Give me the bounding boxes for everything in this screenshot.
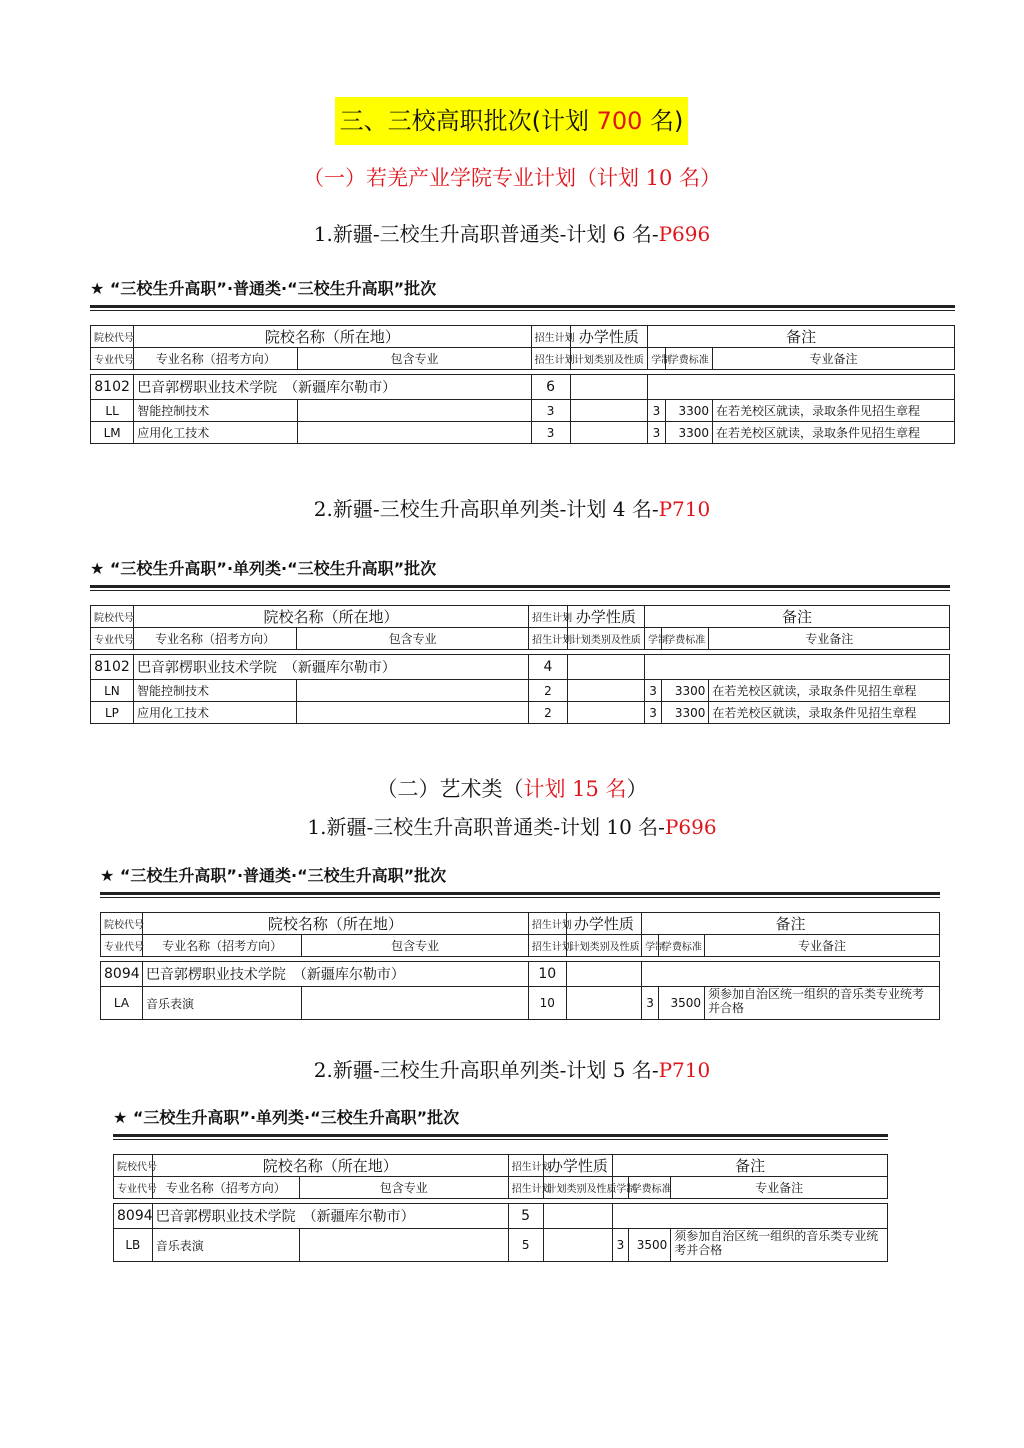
divider: [113, 1134, 888, 1140]
institution-row: [114, 1204, 888, 1229]
institution-plan: 5: [508, 1204, 543, 1229]
table: [100, 912, 940, 1020]
header-cell: 招生计划: [508, 1155, 543, 1177]
subsection-heading-2: （二）艺术类（计划 15 名）: [376, 777, 648, 801]
header-cell: 包含专业: [302, 935, 529, 957]
subheading: 2.新疆-三校生升高职单列类-计划 4 名-P710: [313, 497, 711, 521]
major-note: 在若羌校区就读，录取条件见招生章程: [709, 702, 950, 724]
header-cell: 院校代号: [101, 913, 143, 935]
table-row: [91, 422, 955, 444]
header-cell: 计划类别及性质: [570, 348, 648, 370]
major-name: 应用化工技术: [133, 702, 296, 724]
header-cell: 学制: [613, 1177, 628, 1199]
table-caption: ★ “三校生升高职”·普通类·“三校生升高职”批次: [100, 866, 447, 885]
header-cell: 学制: [648, 348, 665, 370]
major-name: 智能控制技术: [134, 400, 298, 422]
major-plan: 5: [508, 1229, 543, 1262]
table-caption: ★ “三校生升高职”·单列类·“三校生升高职”批次: [113, 1108, 460, 1127]
header-cell: 学费标准: [658, 935, 704, 957]
header-cell: 包含专业: [297, 628, 529, 650]
header-cell: 学费标准: [665, 348, 713, 370]
header-cell: 专业备注: [709, 628, 950, 650]
header-cell: 专业代号: [91, 628, 134, 650]
header-cell: 计划类别及性质: [543, 1177, 613, 1199]
institution-name: 巴音郭楞职业技术学院 （新疆库尔勒市）: [134, 375, 531, 400]
major-plan: 3: [531, 400, 570, 422]
table-row: [91, 702, 950, 724]
title-suffix: 名): [642, 107, 684, 135]
subheading: 2.新疆-三校生升高职单列类-计划 5 名-P710: [313, 1058, 711, 1082]
major-note: 须参加自治区统一组织的音乐类专业统考并合格: [705, 987, 940, 1020]
table-row: [114, 1229, 888, 1262]
divider: [90, 585, 950, 591]
institution-plan: 10: [528, 962, 566, 987]
divider: [90, 305, 955, 311]
header-row: [114, 1177, 888, 1199]
major-note: 须参加自治区统一组织的音乐类专业统考并合格: [671, 1229, 888, 1262]
header-cell: 办学性质: [567, 606, 644, 628]
header-cell: 专业代号: [91, 348, 134, 370]
years: 3: [613, 1229, 628, 1262]
header-cell: 专业备注: [705, 935, 940, 957]
title-number: 700: [596, 107, 643, 135]
major-code: LN: [91, 680, 134, 702]
header-cell: 学制: [645, 628, 662, 650]
fee: 3300: [665, 422, 713, 444]
institution-code: 8102: [91, 375, 134, 400]
institution-row: [101, 962, 940, 987]
header-cell: 包含专业: [298, 348, 531, 370]
fee: 3300: [665, 400, 713, 422]
header-cell: 招生计划: [528, 913, 566, 935]
major-plan: 10: [528, 987, 566, 1020]
subheading: 1.新疆-三校生升高职普通类-计划 10 名-P696: [307, 815, 717, 839]
enrollment-table: [90, 557, 950, 724]
institution-plan: 6: [531, 375, 570, 400]
header-cell: 办学性质: [543, 1155, 613, 1177]
header-cell: 备注: [613, 1155, 888, 1177]
fee: 3300: [662, 702, 709, 724]
table-caption: ★ “三校生升高职”·普通类·“三校生升高职”批次: [90, 279, 437, 298]
header-cell: 专业备注: [671, 1177, 888, 1199]
header-cell: 专业名称（招考方向）: [142, 935, 301, 957]
enrollment-table: [100, 864, 940, 1020]
subsection-heading-1: （一）若羌产业学院专业计划（计划 10 名）: [302, 166, 722, 190]
enrollment-table: [90, 277, 955, 444]
major-plan: 2: [529, 702, 568, 724]
header-cell: 备注: [642, 913, 940, 935]
header-cell: 院校代号: [91, 326, 134, 348]
header-row: [101, 935, 940, 957]
header-cell: 专业名称（招考方向）: [133, 628, 296, 650]
header-cell: 专业备注: [713, 348, 955, 370]
header-cell: 院校代号: [114, 1155, 153, 1177]
major-note: 在若羌校区就读，录取条件见招生章程: [713, 422, 955, 444]
institution-row: [91, 655, 950, 680]
subheading: 1.新疆-三校生升高职普通类-计划 6 名-P696: [313, 222, 711, 246]
table-row: [101, 987, 940, 1020]
table: [113, 1154, 888, 1262]
years: 3: [648, 400, 665, 422]
major-code: LP: [91, 702, 134, 724]
major-code: LM: [91, 422, 134, 444]
header-cell: 专业名称（招考方向）: [134, 348, 298, 370]
major-name: 智能控制技术: [133, 680, 296, 702]
header-cell: 办学性质: [570, 326, 648, 348]
institution-name: 巴音郭楞职业技术学院 （新疆库尔勒市）: [133, 655, 528, 680]
institution-code: 8102: [91, 655, 134, 680]
institution-code: 8094: [101, 962, 143, 987]
header-cell: 院校名称（所在地）: [142, 913, 528, 935]
header-row: [101, 913, 940, 935]
header-cell: 招生计划: [528, 935, 566, 957]
major-code: LL: [91, 400, 134, 422]
title-prefix: 三、三校高职批次(计划: [339, 107, 597, 135]
fee: 3500: [658, 987, 704, 1020]
years: 3: [645, 680, 662, 702]
major-name: 音乐表演: [152, 1229, 299, 1262]
table: [90, 605, 950, 724]
major-note: 在若羌校区就读，录取条件见招生章程: [709, 680, 950, 702]
header-cell: 备注: [648, 326, 955, 348]
header-row: [114, 1155, 888, 1177]
header-cell: 招生计划: [529, 606, 568, 628]
major-plan: 3: [531, 422, 570, 444]
header-cell: 包含专业: [299, 1177, 508, 1199]
header-cell: 院校名称（所在地）: [152, 1155, 508, 1177]
header-cell: 专业名称（招考方向）: [152, 1177, 299, 1199]
table-row: [91, 680, 950, 702]
fee: 3500: [628, 1229, 671, 1262]
header-row: [91, 606, 950, 628]
header-cell: 学制: [642, 935, 659, 957]
header-cell: 院校名称（所在地）: [134, 326, 531, 348]
major-name: 音乐表演: [142, 987, 301, 1020]
header-cell: 备注: [645, 606, 950, 628]
header-cell: 办学性质: [566, 913, 642, 935]
section-title: [335, 97, 688, 145]
enrollment-table: [113, 1106, 888, 1262]
major-code: LB: [114, 1229, 153, 1262]
institution-plan: 4: [529, 655, 568, 680]
header-cell: 计划类别及性质: [566, 935, 642, 957]
header-row: [91, 348, 955, 370]
header-cell: 招生计划: [531, 326, 570, 348]
header-cell: 专业代号: [101, 935, 143, 957]
header-row: [91, 326, 955, 348]
divider: [100, 892, 940, 898]
major-note: 在若羌校区就读，录取条件见招生章程: [713, 400, 955, 422]
header-cell: 专业代号: [114, 1177, 153, 1199]
header-cell: 院校名称（所在地）: [133, 606, 528, 628]
institution-name: 巴音郭楞职业技术学院 （新疆库尔勒市）: [152, 1204, 508, 1229]
table: [90, 325, 955, 444]
header-cell: 计划类别及性质: [567, 628, 644, 650]
table-row: [91, 400, 955, 422]
institution-name: 巴音郭楞职业技术学院 （新疆库尔勒市）: [142, 962, 528, 987]
header-cell: 招生计划: [508, 1177, 543, 1199]
years: 3: [645, 702, 662, 724]
years: 3: [648, 422, 665, 444]
table-caption: ★ “三校生升高职”·单列类·“三校生升高职”批次: [90, 559, 437, 578]
institution-code: 8094: [114, 1204, 153, 1229]
header-cell: 招生计划: [529, 628, 568, 650]
major-code: LA: [101, 987, 143, 1020]
major-plan: 2: [529, 680, 568, 702]
header-cell: 学费标准: [628, 1177, 671, 1199]
header-cell: 学费标准: [662, 628, 709, 650]
header-cell: 院校代号: [91, 606, 134, 628]
institution-row: [91, 375, 955, 400]
header-cell: 招生计划: [531, 348, 570, 370]
years: 3: [642, 987, 659, 1020]
fee: 3300: [662, 680, 709, 702]
major-name: 应用化工技术: [134, 422, 298, 444]
header-row: [91, 628, 950, 650]
